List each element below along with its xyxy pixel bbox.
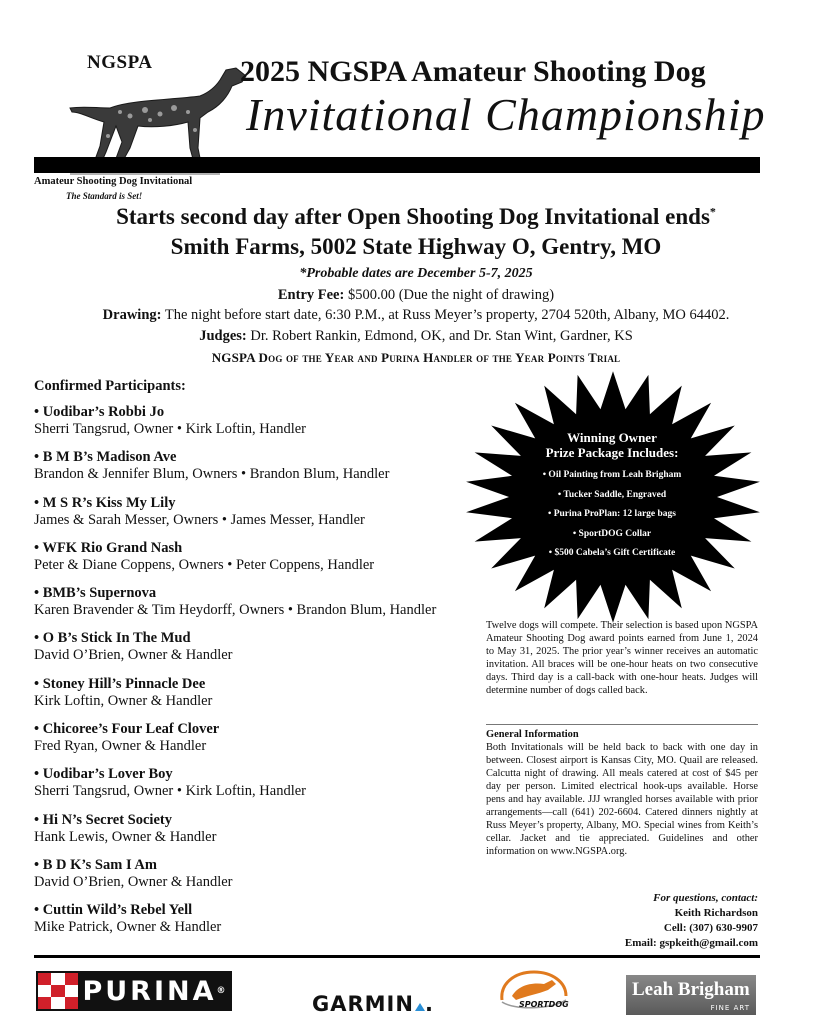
judges-info — [0, 328, 832, 345]
info-divider — [486, 724, 758, 725]
prize-item: • Purina ProPlan: 12 large bags — [548, 509, 676, 519]
prize-item: • SportDOG Collar — [572, 528, 652, 539]
purina-wordmark — [78, 973, 230, 1009]
participants-title: Confirmed Participants: — [34, 378, 186, 394]
contact-name: Keith Richardson — [674, 907, 758, 919]
prize-item: • Oil Painting from Leah Brigham — [542, 470, 682, 480]
participant-entry — [34, 857, 494, 902]
probable-dates: *Probable dates are December 5-7, 2025 — [299, 266, 533, 281]
participant-entry — [34, 721, 494, 766]
dog-owner: Sherri Tangsrud, Owner • Kirk Loftin, Handler — [34, 783, 306, 800]
selection-info: Twelve dogs will compete. Their selection is based upon NGSPA Amateur Shooting Dog award points earned from June 1, 2024 to May 31, 2025. The prior year’s winner receives an automatic invitation. All braces will be one-hour heats on two consecutive days. Third day is a call-back with one-hour heats. Judges will determine number of dogs called back. — [486, 620, 758, 697]
dog-owner: David O’Brien, Owner & Handler — [34, 873, 233, 890]
dog-owner: Mike Patrick, Owner & Handler — [34, 919, 222, 936]
prize-package — [502, 430, 722, 564]
dog-owner: Peter & Diane Coppens, Owners • Peter Coppens, Handler — [34, 556, 375, 573]
footer-divider — [34, 955, 760, 958]
prize-title-line-2: Prize Package Includes: — [545, 445, 679, 460]
participant-entry — [34, 404, 494, 449]
participant-entry — [34, 585, 494, 630]
dog-owner: Hank Lewis, Owner & Handler — [34, 828, 217, 845]
dog-name: • WFK Rio Grand Nash — [34, 539, 183, 556]
entry-fee — [0, 287, 832, 304]
sportdog-wordmark: SPORTDOG — [519, 1000, 569, 1009]
dog-owner: James & Sarah Messer, Owners • James Messer, Handler — [34, 511, 365, 528]
title-line-2: Invitational Championship — [246, 89, 766, 140]
participant-entry — [34, 902, 494, 947]
pointer-dog-icon — [50, 56, 250, 196]
contact-email: Email: gspkeith@gmail.com — [624, 937, 758, 949]
dog-owner: Fred Ryan, Owner & Handler — [34, 738, 207, 755]
prize-item: • Tucker Saddle, Engraved — [557, 489, 667, 500]
participants-list — [34, 378, 494, 948]
headline-location: Smith Farms, 5002 State Highway O, Gentry, MO — [170, 234, 662, 259]
prize-list — [502, 466, 722, 564]
contact-cell: Cell: (307) 630-9907 — [663, 922, 758, 934]
points-trial-banner: NGSPA Dog of the Year and Purina Handler of the Year Points Trial — [211, 350, 621, 365]
drawing-value: The night before start date, 6:30 P.M., at Russ Meyer’s property, 2704 520th, Albany, MO 64402. — [161, 307, 730, 323]
judges-label: Judges: — [199, 328, 247, 344]
dog-name: • O B’s Stick In The Mud — [34, 630, 191, 647]
participant-entry — [34, 676, 494, 721]
participant-entry — [34, 766, 494, 811]
purina-logo — [36, 971, 232, 1011]
logo-abbreviation: NGSPA — [87, 52, 153, 73]
dog-name: • Cuttin Wild’s Rebel Yell — [34, 902, 193, 919]
dog-name: • Uodibar’s Lover Boy — [34, 766, 173, 783]
logo-subtitle: Amateur Shooting Dog Invitational — [34, 176, 193, 187]
dog-owner: Brandon & Jennifer Blum, Owners • Brandon Blum, Handler — [34, 466, 390, 483]
general-info-title: General Information — [486, 729, 579, 740]
dog-name: • Uodibar’s Robbi Jo — [34, 404, 165, 420]
title-line-1: 2025 NGSPA Amateur Shooting Dog — [240, 55, 706, 88]
participant-entry — [34, 630, 494, 675]
leah-brigham-logo — [626, 975, 756, 1015]
participant-entry — [34, 812, 494, 857]
brigham-name: Leah Brigham — [632, 979, 750, 1000]
dog-owner: Karen Bravender & Tim Heydorff, Owners • Brandon Blum, Handler — [34, 602, 437, 619]
general-info-body: Both Invitationals will be held back to back with one day in between. Closest airport is Kansas City, MO. Quail are released. Calcutta night of drawing. All meals catered at cost of $45 per day per person. Limited electrical hook-ups available. Horse pens and hay available. JJJ wrangled horses available with prior arrangements—call (641) 202-6604. Catered dinners nightly at Russ Meyer’s property, Albany, MO. Special wines from Keith’s cellar. Jacket and tie appreciated. Guidelines and other information on www.NGSPA.org. — [486, 742, 758, 857]
prize-item: • $500 Cabela’s Gift Certificate — [548, 548, 676, 558]
purina-name: PURINA — [82, 975, 217, 1007]
garmin-logo — [312, 992, 434, 1016]
entry-fee-label: Entry Fee: — [277, 287, 345, 303]
dog-name: • Hi N’s Secret Society — [34, 811, 172, 828]
participant-entry — [34, 495, 494, 540]
dog-name: • BMB’s Supernova — [34, 585, 157, 602]
dog-owner: Kirk Loftin, Owner & Handler — [34, 692, 213, 709]
contact-heading: For questions, contact: — [653, 892, 758, 904]
entry-fee-value: $500.00 (Due the night of drawing) — [344, 287, 555, 303]
dog-name: • Chicoree’s Four Leaf Clover — [34, 721, 220, 738]
brigham-fine-art: FINE ART — [710, 1004, 750, 1012]
contact-block — [625, 891, 758, 951]
dog-owner: Sherri Tangsrud, Owner • Kirk Loftin, Handler — [34, 421, 306, 437]
dog-name: • Stoney Hill’s Pinnacle Dee — [34, 675, 206, 692]
dog-name: • B M B’s Madison Ave — [34, 449, 177, 466]
judges-value: Dr. Robert Rankin, Edmond, OK, and Dr. Stan Wint, Gardner, KS — [246, 328, 633, 344]
garmin-dot: . — [424, 992, 434, 1016]
ngspa-logo — [32, 52, 244, 202]
garmin-wordmark: GARMIN — [312, 992, 414, 1016]
dog-name: • M S R’s Kiss My Lily — [34, 494, 176, 511]
dog-name: • B D K’s Sam I Am — [34, 856, 157, 873]
drawing-info — [0, 307, 832, 324]
title-divider-bar — [34, 157, 760, 173]
prize-title — [502, 430, 722, 460]
participant-entry — [34, 449, 494, 494]
headline-footnote-mark: * — [709, 204, 716, 219]
prize-title-line-1: Winning Owner — [567, 430, 657, 445]
drawing-label: Drawing: — [102, 307, 162, 323]
logo-tagline: The Standard is Set! — [66, 191, 143, 201]
dog-owner: David O’Brien, Owner & Handler — [34, 647, 233, 664]
purina-checkerboard-icon — [38, 973, 78, 1009]
garmin-triangle-icon — [415, 1003, 425, 1011]
headline-start-text: Starts second day after Open Shooting Dog Invitational ends — [116, 204, 710, 229]
headline-start — [0, 204, 832, 230]
purina-registered-mark: ® — [216, 986, 226, 996]
participant-entry — [34, 540, 494, 585]
